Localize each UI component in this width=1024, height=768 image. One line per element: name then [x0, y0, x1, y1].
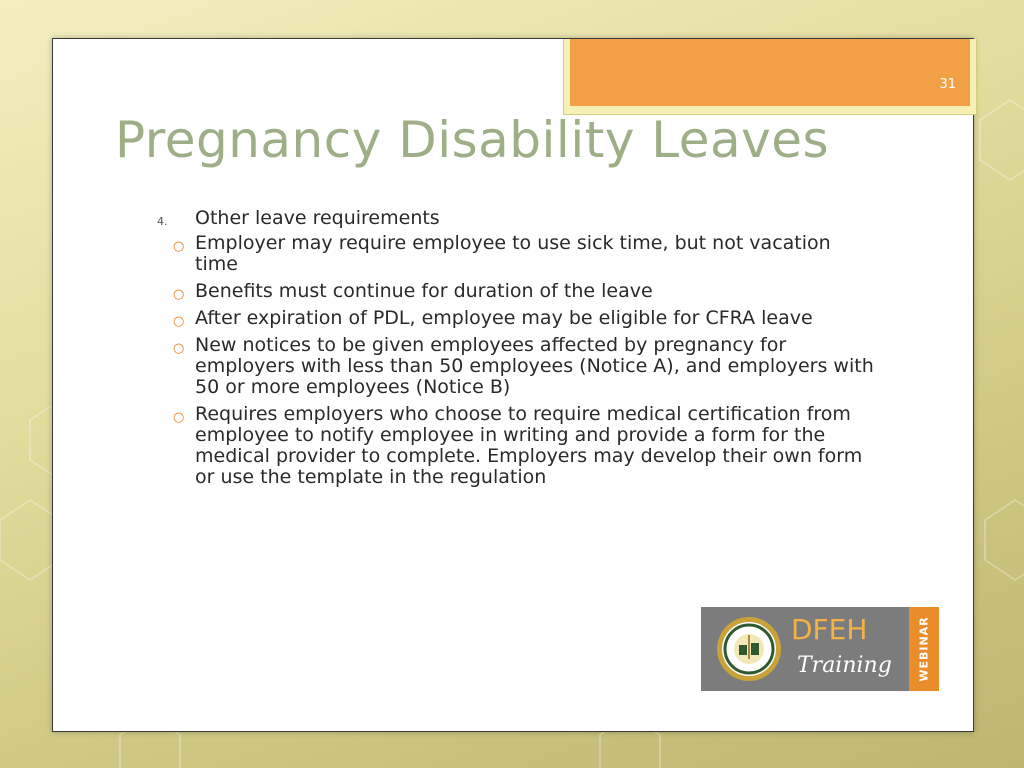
bullet-icon: ○: [173, 287, 185, 302]
bullet-item: [157, 308, 877, 329]
bullet-text: New notices to be given employees affected by pregnancy for employers with less than 50 employees (Notice A), and employers with 50 or more employees (Notice B): [195, 334, 874, 398]
content-list: [157, 207, 877, 494]
logo-subtitle: Training: [797, 653, 892, 678]
bullet-text: Benefits must continue for duration of the leave: [195, 280, 653, 302]
bullet-item: [157, 335, 877, 398]
bullet-icon: ○: [173, 314, 185, 329]
dfeh-logo: [701, 607, 939, 691]
list-item-heading: [157, 207, 877, 229]
bullet-text: Requires employers who choose to require medical certification from employee to notify employee in writing and provide a form for the medical provider to complete. Employers may develop their own form or use the template in the regulation: [195, 403, 863, 488]
dfeh-seal-icon: [715, 615, 783, 683]
slide-panel: [52, 38, 974, 732]
bullet-text: Employer may require employee to use sick time, but not vacation time: [195, 232, 831, 275]
webinar-label: WEBINAR: [917, 616, 931, 682]
bullet-list: [157, 233, 877, 488]
bullet-item: [157, 233, 877, 275]
slide-number: 31: [939, 77, 956, 92]
bullet-icon: ○: [173, 410, 185, 425]
bullet-item: [157, 281, 877, 302]
list-heading-text: Other leave requirements: [195, 207, 440, 229]
logo-title: DFEH: [791, 613, 868, 646]
slide-title: Pregnancy Disability Leaves: [115, 111, 830, 169]
bullet-icon: ○: [173, 239, 185, 254]
webinar-band: [909, 607, 939, 691]
bullet-text: After expiration of PDL, employee may be eligible for CFRA leave: [195, 307, 813, 329]
list-number: 4.: [157, 215, 168, 228]
header-tab-fill: [570, 39, 970, 106]
header-tab: [563, 39, 977, 115]
bullet-icon: ○: [173, 341, 185, 356]
bullet-item: [157, 404, 877, 488]
